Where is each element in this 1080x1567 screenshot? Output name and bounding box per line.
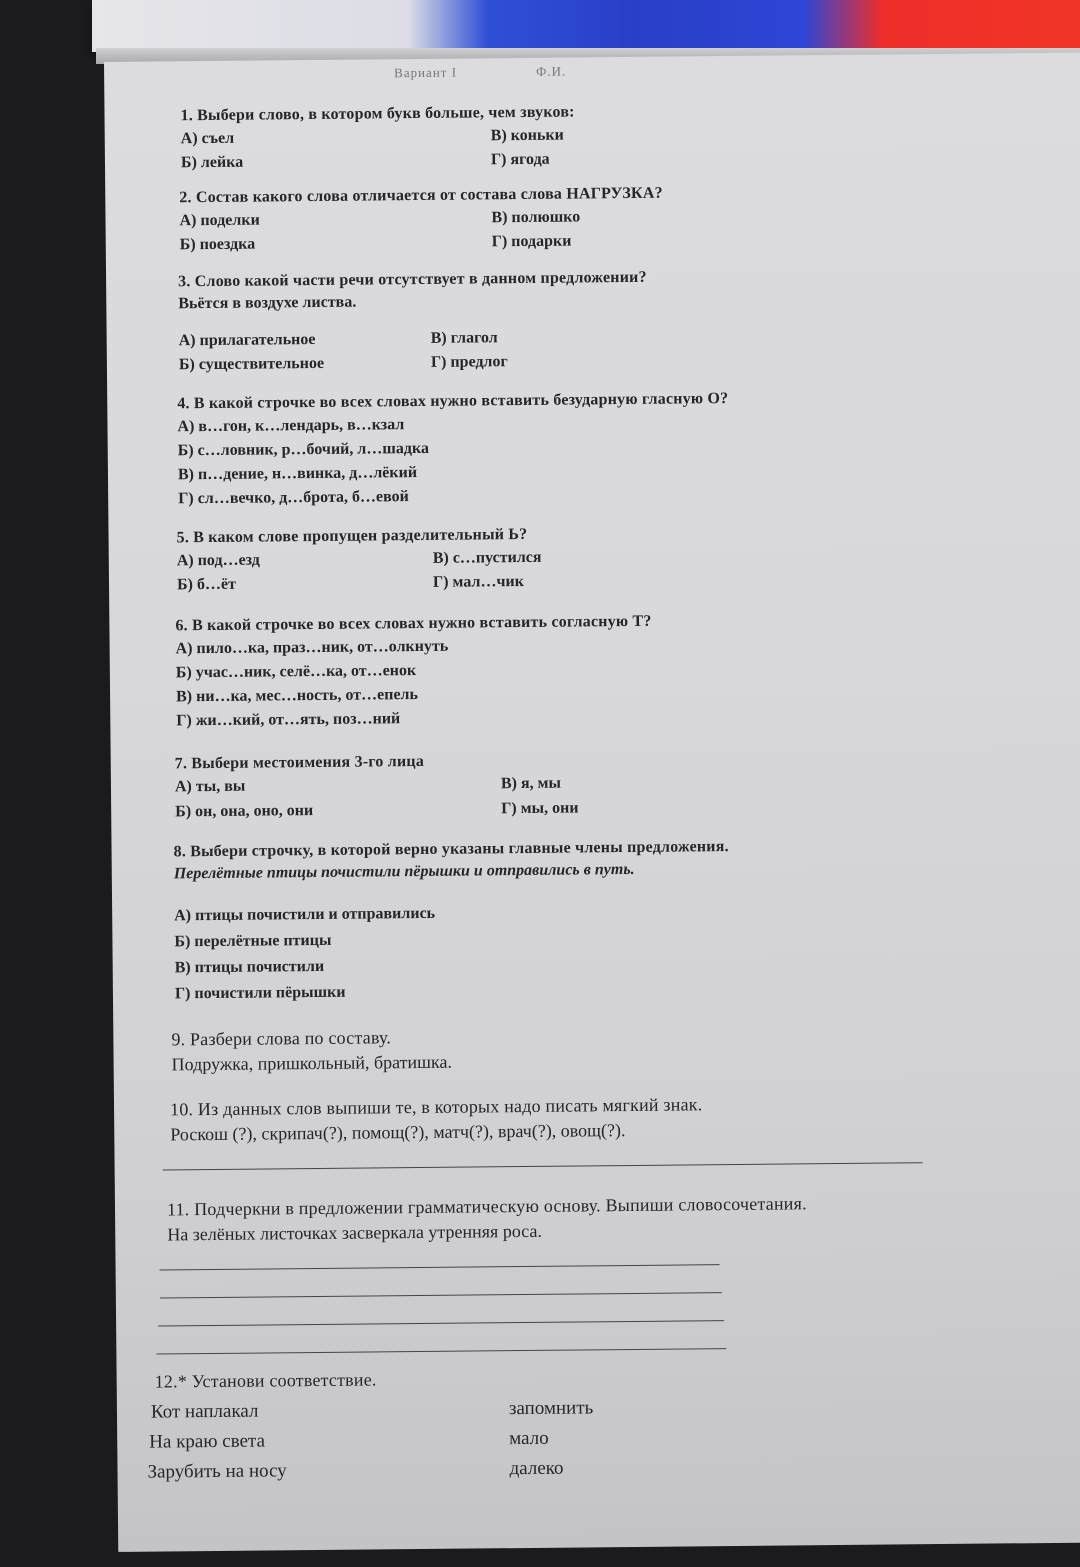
- question-7: [175, 745, 1076, 826]
- question-1: [180, 97, 1080, 176]
- question-number: 4.: [177, 395, 190, 413]
- variant-label: Вариант I: [394, 64, 458, 81]
- answer-option[interactable]: В) п…дение, н…винка, д…лёкий: [177, 464, 418, 484]
- answer-option[interactable]: В) я, мы: [500, 774, 562, 793]
- question-11: [167, 1189, 1067, 1248]
- answer-option[interactable]: В) полюшко: [491, 208, 581, 227]
- question-text: Установи соответствие.: [191, 1369, 377, 1392]
- answer-option[interactable]: Г) жи…кий, от…ять, поз…ний: [176, 710, 401, 730]
- question-number: 3.: [178, 273, 191, 291]
- answer-option[interactable]: В) глагол: [430, 329, 498, 347]
- question-number: 12.*: [154, 1371, 188, 1392]
- idiom-item: На краю света: [149, 1430, 266, 1453]
- answer-option[interactable]: В) коньки: [490, 126, 564, 145]
- answer-option[interactable]: А) птицы почистили и отправились: [174, 904, 436, 925]
- answer-option[interactable]: Г) подарки: [491, 232, 572, 251]
- answer-option[interactable]: Б) учас…ник, селё…ка, от…енок: [175, 662, 417, 682]
- question-9: [171, 1019, 1071, 1078]
- answer-option[interactable]: А) прилагательное: [178, 330, 316, 350]
- question-5: [176, 519, 1077, 598]
- worksheet: [104, 53, 1080, 1552]
- question-8: [173, 833, 1075, 1008]
- answer-option[interactable]: Б) б…ёт: [176, 575, 236, 594]
- answer-line[interactable]: [160, 1264, 720, 1270]
- question-number: 5.: [176, 529, 190, 547]
- answer-option[interactable]: Б) лейка: [180, 153, 244, 172]
- answer-option[interactable]: А) ты, вы: [174, 777, 246, 796]
- answer-option[interactable]: В) с…пустился: [432, 548, 542, 567]
- worksheet-header: [104, 59, 1064, 90]
- answer-option[interactable]: Г) мал…чик: [432, 572, 524, 591]
- answer-line[interactable]: [163, 1162, 923, 1170]
- answer-option[interactable]: А) съел: [180, 129, 235, 148]
- idiom-item: Зарубить на носу: [147, 1460, 287, 1483]
- answer-line[interactable]: [158, 1320, 724, 1326]
- answer-option[interactable]: А) под…езд: [176, 551, 260, 570]
- question-3: [178, 263, 1079, 378]
- question-12: [155, 1361, 1055, 1395]
- question-number: 6.: [175, 617, 188, 635]
- answer-line[interactable]: [160, 1292, 722, 1298]
- answer-option[interactable]: Б) он, она, оно, они: [175, 802, 314, 821]
- given-sentence: Роскош (?), скрипач(?), помощ(?), матч(?), врач(?), овощ(?).: [170, 1120, 626, 1145]
- idiom-item: Кот наплакал: [150, 1400, 259, 1423]
- question-10: [170, 1089, 1070, 1148]
- question-text: Из данных слов выпиши те, в которых надо писать мягкий знак.: [197, 1094, 703, 1120]
- answer-option[interactable]: Г) почистили пёрышки: [174, 983, 346, 1003]
- answer-option[interactable]: Б) перелётные птицы: [174, 931, 332, 951]
- answer-option[interactable]: Б) поездка: [179, 235, 256, 254]
- answer-option[interactable]: Г) сл…вечко, д…брота, б…евой: [178, 488, 409, 508]
- meaning-item: мало: [509, 1427, 549, 1450]
- question-text: Подчеркни в предложении грамматическую основу. Выпиши словосочетания.: [194, 1193, 807, 1220]
- question-text: Слово какой части речи отсутствует в данном предложении?: [194, 268, 647, 291]
- question-text: Выбери слово, в котором букв больше, чем звуков:: [197, 103, 575, 125]
- question-4: [177, 385, 1078, 512]
- question-text: В какой строчке во всех словах нужно вставить согласную Т?: [191, 612, 652, 635]
- question-6: [175, 607, 1076, 734]
- question-number: 1.: [180, 107, 194, 125]
- answer-option[interactable]: Б) существительное: [178, 354, 325, 374]
- answer-option[interactable]: В) ни…ка, мес…ность, от…епель: [176, 686, 419, 706]
- question-number: 2.: [179, 189, 192, 207]
- given-sentence: Подружка, пришкольный, братишка.: [171, 1051, 453, 1075]
- question-text: Выбери строчку, в которой верно указаны главные члены предложения.: [190, 838, 729, 861]
- question-number: 10.: [169, 1099, 194, 1120]
- name-label: Ф.И.: [536, 63, 567, 79]
- question-number: 7.: [174, 755, 188, 773]
- answer-option[interactable]: А) пило…ка, праз…ник, от…олкнуть: [175, 637, 449, 658]
- question-text: Состав какого слова отличается от состава слова НАГРУЗКА?: [195, 184, 663, 207]
- answer-option[interactable]: Г) предлог: [430, 353, 508, 371]
- question-text: Разбери слова по составу.: [189, 1027, 392, 1050]
- answer-option[interactable]: В) птицы почистили: [174, 957, 325, 977]
- question-number: 8.: [173, 843, 187, 861]
- answer-option[interactable]: Г) ягода: [490, 150, 550, 169]
- answer-option[interactable]: А) поделки: [179, 211, 260, 230]
- question-text: В каком слове пропущен разделительный Ь?: [193, 525, 528, 547]
- question-number: 11.: [166, 1199, 190, 1220]
- meaning-item: далеко: [509, 1457, 564, 1480]
- question-text: В какой строчке во всех словах нужно вставить безударную гласную О?: [193, 390, 729, 413]
- answer-option[interactable]: Б) с…ловник, р…бочий, л…шадка: [177, 439, 429, 460]
- answer-option[interactable]: А) в…гон, к…лендарь, в…кзал: [177, 416, 405, 436]
- given-sentence: Вьётся в воздухе листва.: [178, 293, 357, 313]
- meaning-item: запомнить: [508, 1397, 594, 1420]
- book-cover: [92, 0, 1080, 52]
- question-number: 9.: [171, 1029, 186, 1050]
- answer-option[interactable]: Г) мы, они: [501, 799, 579, 818]
- answer-line[interactable]: [156, 1348, 726, 1354]
- given-sentence: Перелётные птицы почистили пёрышки и отправились в путь.: [173, 860, 635, 883]
- question-text: Выбери местоимения 3-го лица: [191, 752, 425, 773]
- question-2: [179, 179, 1080, 258]
- given-sentence: На зелёных листочках засверкала утренняя роса.: [167, 1220, 543, 1245]
